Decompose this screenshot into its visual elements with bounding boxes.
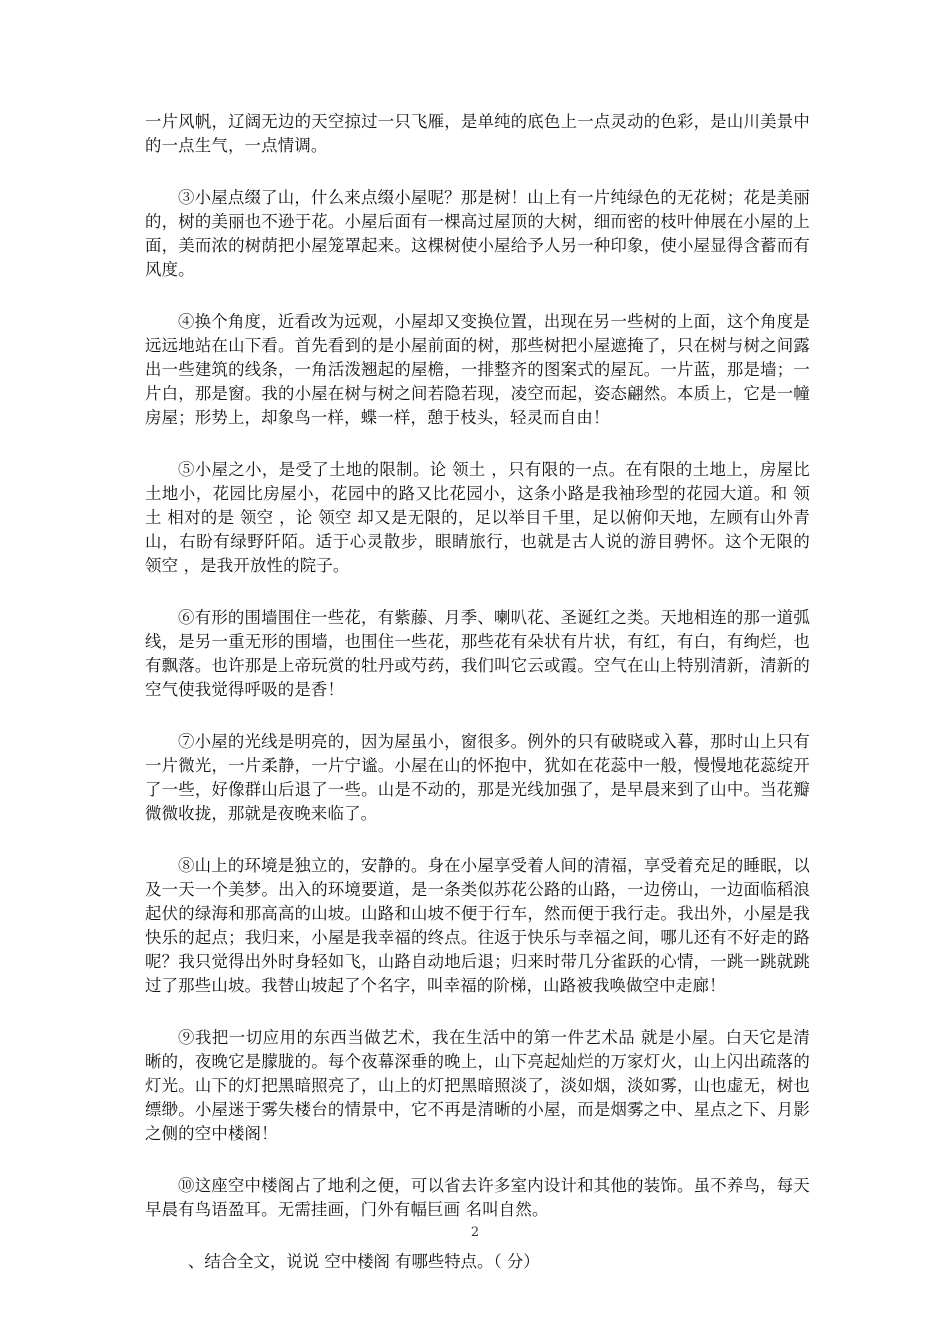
paragraph-3: ③小屋点缀了山，什么来点缀小屋呢？那是树！山上有一片纯绿色的无花树；花是美丽的，树的美丽也不逊于花。小屋后面有一棵高过屋顶的大树，细而密的枝叶伸展在小屋的上面，美而浓的树荫把小屋笼罩起来。这棵树使小屋给予人另一种印象，使小屋显得含蓄而有风度。: [145, 188, 810, 279]
paragraph-10: ⑩这座空中楼阁占了地利之便，可以省去许多室内设计和其他的装饰。虽不养鸟，每天早晨有鸟语盈耳。无需挂画，门外有幅巨画 名叫自然。: [145, 1176, 810, 1219]
paragraph-7: ⑦小屋的光线是明亮的，因为屋虽小，窗很多。例外的只有破晓或入暮，那时山上只有一片微光，一片柔静，一片宁谧。小屋在山的怀抱中，犹如在花蕊中一般，慢慢地花蕊绽开了一些，好像群山后退了一些。山是不动的，那是光线加强了，是早晨来到了山中。当花瓣微微收拢，那就是夜晚来临了。: [145, 732, 810, 823]
paragraph-9: ⑨我把一切应用的东西当做艺术，我在生活中的第一件艺术品 就是小屋。白天它是清晰的，夜晚它是朦胧的。每个夜幕深垂的晚上，山下亮起灿烂的万家灯火，山上闪出疏落的灯光。山下的灯把黑暗照亮了，山上的灯把黑暗照淡了，淡如烟，淡如雾，山也虚无，树也缥缈。小屋迷于雾失楼台的情景中，它不再是清晰的小屋，而是烟雾之中、星点之下、月影之侧的空中楼阁！: [145, 1028, 810, 1143]
document-body: [145, 110, 810, 1290]
page-number: 2: [470, 1225, 480, 1240]
paragraph-continued: 一片风帆，辽阔无边的天空掠过一只飞雁，是单纯的底色上一点灵动的色彩，是山川美景中的一点生气，一点情调。: [145, 112, 810, 155]
question-text: 、结合全文，说说 空中楼阁 有哪些特点。（ 分）: [188, 1252, 540, 1271]
paragraph-8: ⑧山上的环境是独立的，安静的。身在小屋享受着人间的清福，享受着充足的睡眠，以及一天一个美梦。出入的环境要道，是一条类似苏花公路的山路，一边傍山，一边面临稻浪起伏的绿海和那高高的山坡。山路和山坡不便于行车，然而便于我行走。我出外，小屋是我快乐的起点；我归来，小屋是我幸福的终点。往返于快乐与幸福之间，哪儿还有不好走的路呢？我只觉得出外时身轻如飞，山路自动地后退；归来时带几分雀跃的心情，一跳一跳就跳过了那些山坡。我替山坡起了个名字，叫幸福的阶梯，山路被我唤做空中走廊！: [145, 856, 810, 995]
paragraph-5: ⑤小屋之小，是受了土地的限制。论 领土 ，只有限的一点。在有限的土地上，房屋比土地小，花园比房屋小，花园中的路又比花园小，这条小路是我袖珍型的花园大道。和 领土 相对的是 领空 ，论 领空 却又是无限的，足以举目千里，足以俯仰天地，左顾有山外青山，右盼有绿野阡陌。适于心灵散步，眼睛旅行，也就是古人说的游目骋怀。这个无限的 领空 ，是我开放性的院子。: [145, 460, 810, 575]
paragraph-4: ④换个角度，近看改为远观，小屋却又变换位置，出现在另一些树的上面，这个角度是远远地站在山下看。首先看到的是小屋前面的树，那些树把小屋遮掩了，只在树与树之间露出一些建筑的线条，一角活泼翘起的屋檐，一排整齐的图案式的屋瓦。一片蓝，那是墙；一片白，那是窗。我的小屋在树与树之间若隐若现，凌空而起，姿态翩然。本质上，它是一幢房屋；形势上，却象鸟一样，蝶一样，憩于枝头，轻灵而自由！: [145, 312, 810, 427]
paragraph-6: ⑥有形的围墙围住一些花，有紫藤、月季、喇叭花、圣诞红之类。天地相连的那一道弧线，是另一重无形的围墙，也围住一些花，那些花有朵状有片状，有红，有白，有绚烂，也有飘落。也许那是上帝玩赏的牡丹或芍药，我们叫它云或霞。空气在山上特别清新，清新的空气使我觉得呼吸的是香！: [145, 608, 810, 699]
